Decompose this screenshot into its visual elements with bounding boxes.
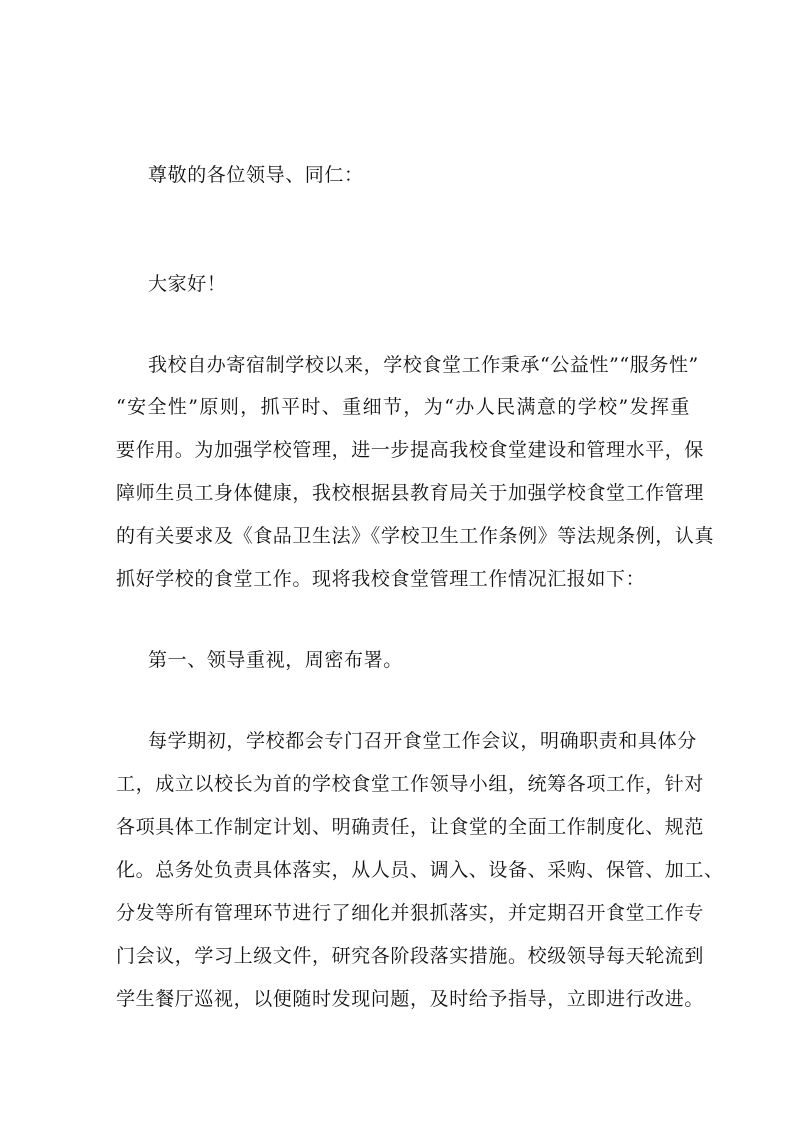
paragraph-line: 分发等所有管理环节进行了细化并狠抓落实，并定期召开食堂工作专	[116, 902, 705, 924]
paragraph-line: 各项具体工作制定计划、明确责任，让食堂的全面工作制度化、规范	[116, 816, 705, 838]
paragraph-line: 学生餐厅巡视，以便随时发现问题，及时给予指导，立即进行改进。	[116, 988, 705, 1010]
paragraph-line: 我校自办寄宿制学校以来，学校食堂工作秉承“公益性”“服务性”	[148, 354, 699, 376]
paragraph-line: 要作用。为加强学校管理，进一步提高我校食堂建设和管理水平，保	[116, 439, 705, 461]
salutation: 尊敬的各位领导、同仁：	[148, 164, 364, 186]
paragraph-line: 每学期初，学校都会专门召开食堂工作会议，明确职责和具体分	[148, 730, 697, 752]
paragraph-line: 的有关要求及《食品卫生法》《学校卫生工作条例》等法规条例，认真	[116, 525, 715, 547]
paragraph-line: 门会议，学习上级文件，研究各阶段落实措施。校级领导每天轮流到	[116, 945, 705, 967]
paragraph-line: 抓好学校的食堂工作。现将我校食堂管理工作情况汇报如下：	[116, 568, 646, 590]
paragraph-line: “安全性”原则，抓平时、重细节，为“办人民满意的学校”发挥重	[116, 396, 690, 418]
paragraph-line: 障师生员工身体健康，我校根据县教育局关于加强学校食堂工作管理	[116, 482, 705, 504]
greeting: 大家好！	[148, 273, 227, 295]
paragraph-line: 化。总务处负责具体落实，从人员、调入、设备、采购、保管、加工、	[116, 859, 724, 881]
paragraph-line: 工，成立以校长为首的学校食堂工作领导小组，统筹各项工作，针对	[116, 773, 705, 795]
section-heading: 第一、领导重视，周密布署。	[148, 649, 403, 671]
